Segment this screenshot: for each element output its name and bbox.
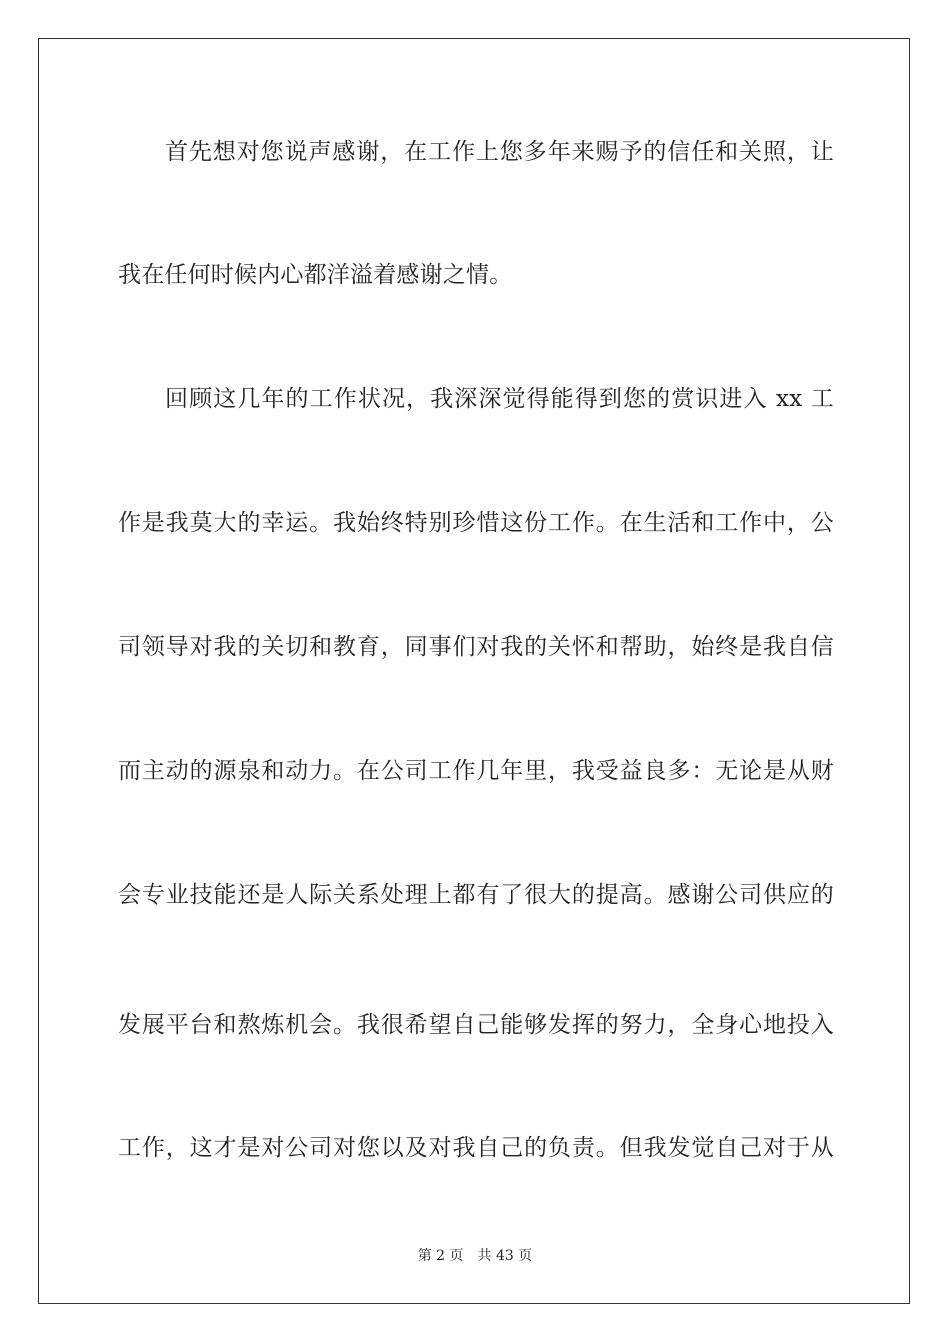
page-border bbox=[38, 38, 910, 1304]
text-line: 发展平台和熬炼机会。我很希望自己能够发挥的努力，全身心地投入 bbox=[118, 1012, 834, 1038]
text-line: 而主动的源泉和动力。在公司工作几年里，我受益良多：无论是从财 bbox=[118, 758, 834, 784]
text-line: 回顾这几年的工作状况，我深深觉得能得到您的赏识进入 xx 工 bbox=[165, 386, 834, 412]
text-line: 工作，这才是对公司对您以及对我自己的负责。但我发觉自己对于从 bbox=[118, 1135, 834, 1161]
page-footer bbox=[0, 1246, 950, 1266]
page-number-total: 共 43 页 bbox=[477, 1248, 533, 1264]
page-number-current: 第 2 页 bbox=[417, 1248, 464, 1264]
text-line: 我在任何时候内心都洋溢着感谢之情。 bbox=[118, 262, 513, 288]
text-line: 首先想对您说声感谢，在工作上您多年来赐予的信任和关照，让 bbox=[165, 139, 834, 165]
text-line: 司领导对我的关切和教育，同事们对我的关怀和帮助，始终是我自信 bbox=[118, 634, 834, 660]
text-line: 作是我莫大的幸运。我始终特别珍惜这份工作。在生活和工作中，公 bbox=[118, 510, 834, 536]
text-line: 会专业技能还是人际关系处理上都有了很大的提高。感谢公司供应的 bbox=[118, 882, 834, 908]
